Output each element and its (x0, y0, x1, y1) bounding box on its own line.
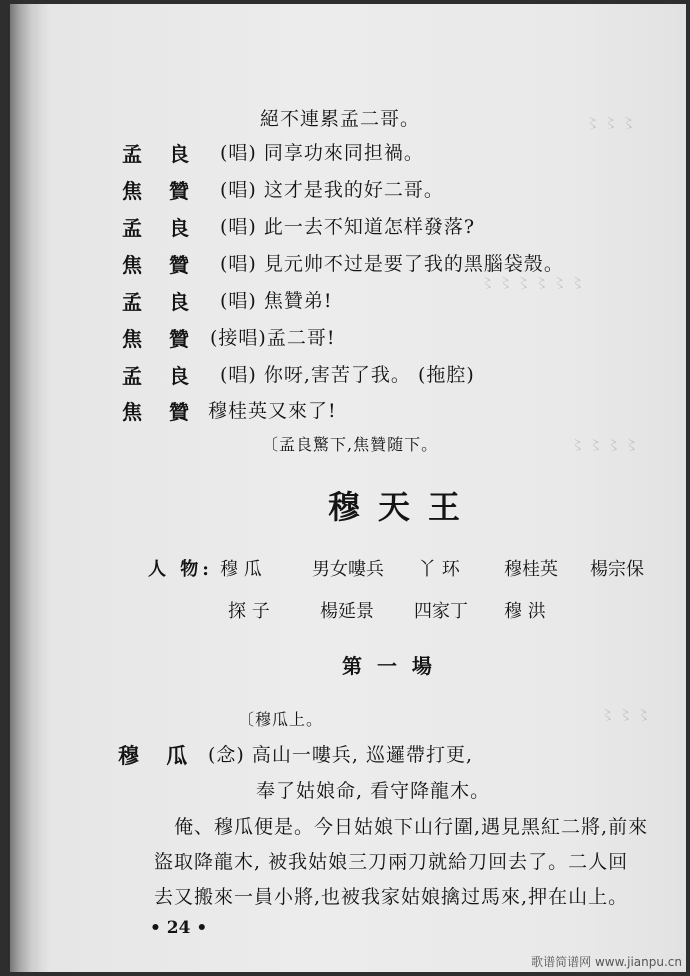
dialogue-line-7: (接唱)孟二哥! (210, 327, 336, 349)
dialogue-line-1: 絕不連累孟二哥。 (260, 108, 421, 130)
speaker-meng-liang: 孟 良 (122, 142, 199, 166)
page-number: • 24 • (150, 918, 208, 938)
stage-direction-exit: 〔孟良驚下,焦贊随下。 (262, 435, 439, 454)
speaker-meng-liang: 孟 良 (122, 364, 199, 388)
bleed-through-text: 〻〻〻 (585, 114, 640, 132)
bleed-through-text: 〻〻〻 (600, 706, 655, 724)
bleed-through-text: 〻〻〻〻〻〻 (480, 274, 589, 292)
speaker-jiao-zan: 焦 贊 (122, 253, 199, 277)
cast-member: 穆 瓜 (220, 559, 262, 580)
book-spine-shadow (10, 4, 40, 972)
cast-member: 穆桂英 (504, 559, 558, 580)
speaker-meng-liang: 孟 良 (122, 216, 199, 240)
speaker-jiao-zan: 焦 贊 (122, 400, 199, 424)
cast-label: 人 物: (148, 559, 213, 580)
dialogue-line-9: 穆桂英又來了! (208, 400, 337, 422)
site-watermark: 歌谱简谱网 www.jianpu.cn (531, 955, 682, 969)
prose-line-3: 去又搬來一員小將,也被我家姑娘擒过馬來,押在山上。 (154, 886, 629, 908)
dialogue-line-5: (唱) 見元帅不过是要了我的黑腦袋殼。 (220, 253, 564, 275)
book-page (10, 4, 686, 972)
stage-direction-enter: 〔穆瓜上。 (238, 710, 324, 729)
speaker-jiao-zan: 焦 贊 (122, 179, 199, 203)
prose-line-1: 俺、穆瓜便是。今日姑娘下山行圍,遇見黑紅二將,前來 (174, 816, 649, 838)
recitation-line-1: (念) 高山一嘍兵, 巡邏帶打更, (208, 744, 473, 766)
dialogue-line-4: (唱) 此一去不知道怎样發落? (220, 216, 476, 238)
cast-member: 四家丁 (414, 601, 468, 622)
recitation-line-2: 奉了姑娘命, 看守降龍木。 (256, 780, 491, 802)
speaker-mu-gua: 穆 瓜 (118, 743, 198, 768)
dialogue-line-6: (唱) 焦贊弟! (220, 290, 333, 312)
speaker-meng-liang: 孟 良 (122, 290, 199, 314)
speaker-jiao-zan: 焦 贊 (122, 327, 199, 351)
dialogue-line-8: (唱) 你呀,害苦了我。 (拖腔) (220, 364, 475, 386)
prose-line-2: 盜取降龍木, 被我姑娘三刀兩刀就給刀回去了。二人回 (154, 851, 629, 873)
cast-member: 丫 环 (418, 559, 460, 580)
cast-member: 楊延景 (320, 601, 374, 622)
dialogue-line-2: (唱) 同享功來同担禍。 (220, 142, 424, 164)
bleed-through-text: 〻〻〻〻 (570, 436, 643, 454)
cast-member: 男女嘍兵 (312, 559, 384, 580)
cast-member: 楊宗保 (590, 559, 644, 580)
dialogue-line-3: (唱) 这才是我的好二哥。 (220, 179, 444, 201)
play-title: 穆天王 (328, 488, 479, 526)
cast-member: 探 子 (228, 601, 270, 622)
cast-member: 穆 洪 (504, 601, 546, 622)
scene-title: 第 一 場 (342, 654, 436, 678)
